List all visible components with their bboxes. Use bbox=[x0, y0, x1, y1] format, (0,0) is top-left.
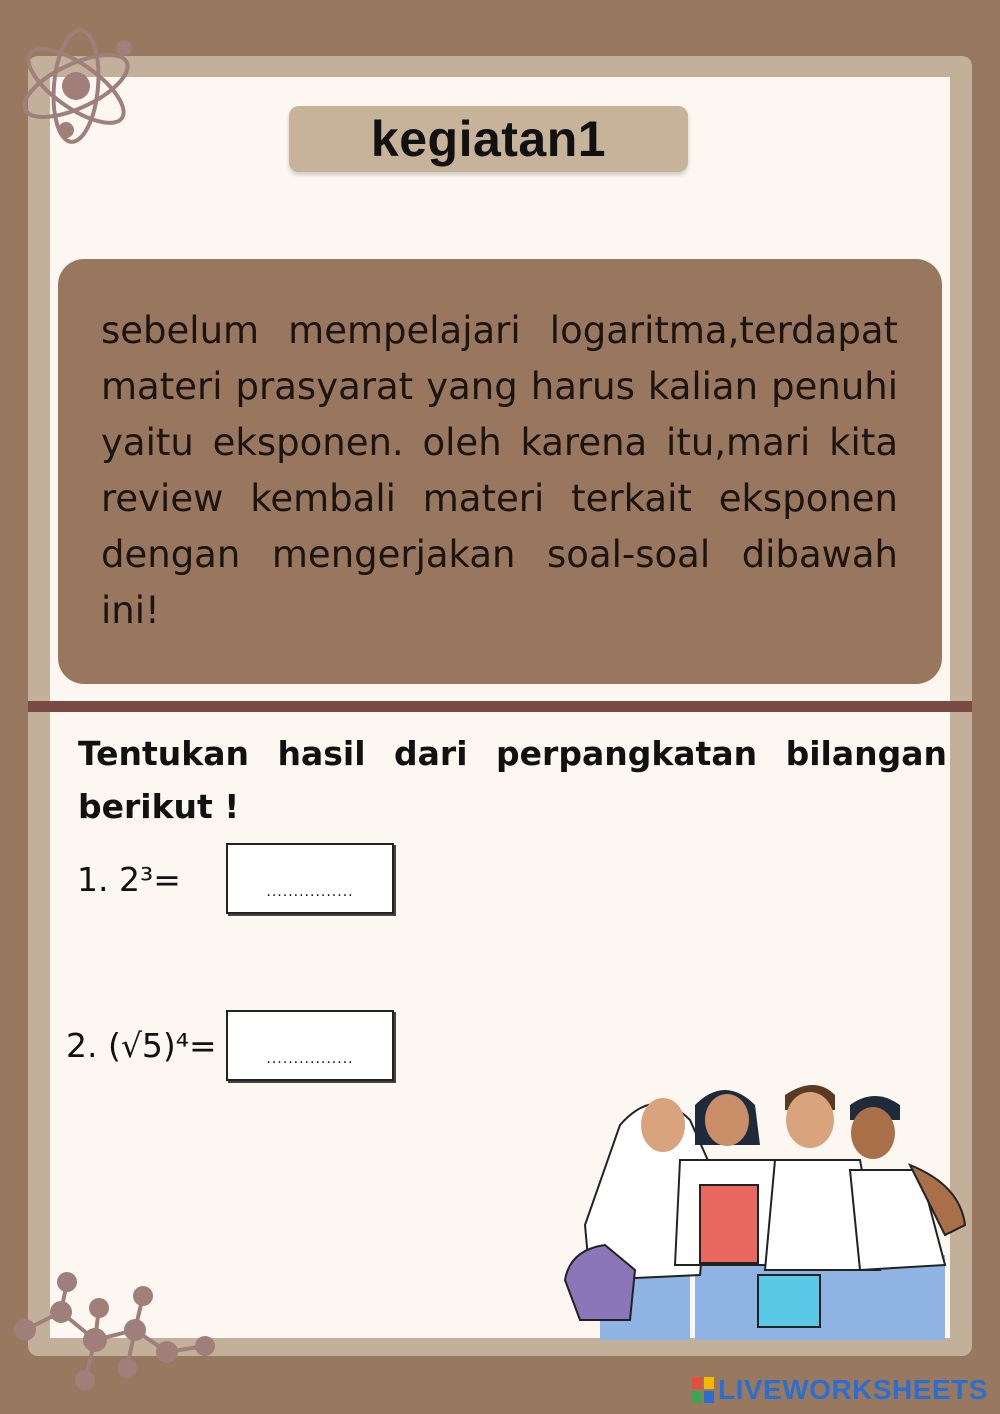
liveworksheets-brand bbox=[692, 1375, 988, 1405]
question-1-label: 1. 2³= bbox=[77, 860, 181, 899]
instruction-text: Tentukan hasil dari perpangkatan bilangan berikut ! bbox=[78, 734, 947, 826]
answer-placeholder: ................ bbox=[266, 1051, 354, 1067]
page-title: kegiatan1 bbox=[370, 111, 607, 167]
brand-text: LIVEWORKSHEETS bbox=[718, 1374, 988, 1405]
atom-icon bbox=[12, 20, 142, 150]
molecule-icon bbox=[5, 1268, 225, 1408]
question-1-answer-box[interactable] bbox=[226, 843, 394, 914]
section-divider bbox=[28, 701, 972, 712]
question-2-answer-box[interactable] bbox=[226, 1010, 394, 1081]
liveworksheets-logo-icon bbox=[692, 1377, 714, 1403]
title-tab bbox=[289, 106, 688, 172]
students-illustration bbox=[560, 1075, 972, 1340]
answer-placeholder: ................ bbox=[266, 884, 354, 900]
question-2-label: 2. (√5)⁴= bbox=[66, 1026, 217, 1065]
intro-text: sebelum mempelajari logaritma,terdapat materi prasyarat yang harus kalian penuhi yaitu eksponen. oleh karena itu,mari kita review kembali materi terkait eksponen dengan mengerjakan soal-soal dibawah ini! bbox=[101, 309, 898, 632]
